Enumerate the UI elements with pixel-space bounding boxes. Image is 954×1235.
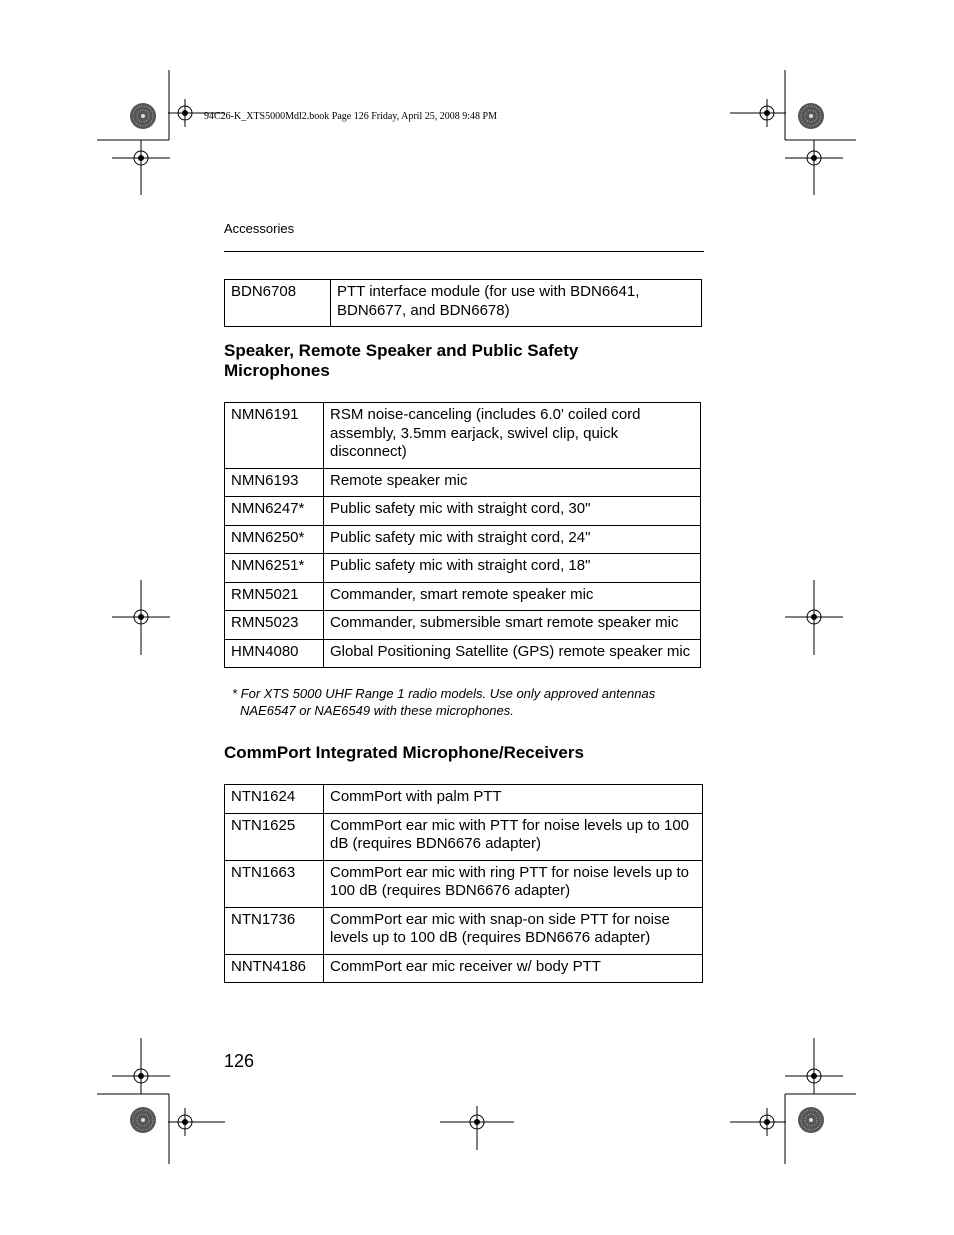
part-description: CommPort ear mic with snap-on side PTT for noise levels up to 100 dB (requires BDN6676 adapter) — [324, 907, 703, 954]
part-number: RMN5023 — [225, 611, 324, 640]
part-number: NMN6247* — [225, 497, 324, 526]
part-number: NTN1663 — [225, 860, 324, 907]
registration-rosette-icon — [130, 103, 156, 129]
part-description: PTT interface module (for use with BDN6641, BDN6677, and BDN6678) — [331, 280, 702, 327]
part-description: CommPort ear mic with ring PTT for noise levels up to 100 dB (requires BDN6676 adapter) — [324, 860, 703, 907]
part-description: CommPort with palm PTT — [324, 785, 703, 814]
part-description: RSM noise-canceling (includes 6.0' coiled cord assembly, 3.5mm earjack, swivel clip, quick disconnect) — [324, 403, 701, 469]
part-number: NTN1736 — [225, 907, 324, 954]
part-description: Commander, smart remote speaker mic — [324, 582, 701, 611]
part-description: Commander, submersible smart remote speaker mic — [324, 611, 701, 640]
footnote-line-2: NAE6547 or NAE6549 with these microphones. — [240, 703, 514, 718]
part-number: HMN4080 — [225, 639, 324, 668]
registration-rosette-icon — [130, 1107, 156, 1133]
print-slug: 94C26-K_XTS5000Mdl2.book Page 126 Friday, April 25, 2008 9:48 PM — [204, 111, 497, 122]
registration-rosette-icon — [798, 1107, 824, 1133]
part-description: Public safety mic with straight cord, 30" — [324, 497, 701, 526]
part-number: NMN6251* — [225, 554, 324, 583]
part-number: NNTN4186 — [225, 954, 324, 983]
registration-rosette-icon — [798, 103, 824, 129]
part-number: BDN6708 — [225, 280, 331, 327]
part-number: NMN6250* — [225, 525, 324, 554]
part-description: Remote speaker mic — [324, 468, 701, 497]
part-number: NMN6191 — [225, 403, 324, 469]
section-label: Accessories — [224, 221, 295, 236]
footnote-line-1: * For XTS 5000 UHF Range 1 radio models. Use only approved antennas — [232, 686, 656, 701]
page-number: 126 — [224, 1051, 255, 1071]
part-description: CommPort ear mic receiver w/ body PTT — [324, 954, 703, 983]
commport-heading: CommPort Integrated Microphone/Receivers — [224, 743, 584, 762]
part-description: CommPort ear mic with PTT for noise levels up to 100 dB (requires BDN6676 adapter) — [324, 813, 703, 860]
speaker-heading: Speaker, Remote Speaker and Public Safety Microphones — [224, 341, 579, 380]
part-number: NTN1624 — [225, 785, 324, 814]
part-number: NMN6193 — [225, 468, 324, 497]
part-description: Public safety mic with straight cord, 24" — [324, 525, 701, 554]
part-description: Global Positioning Satellite (GPS) remote speaker mic — [324, 639, 701, 668]
part-description: Public safety mic with straight cord, 18" — [324, 554, 701, 583]
part-number: RMN5021 — [225, 582, 324, 611]
part-number: NTN1625 — [225, 813, 324, 860]
